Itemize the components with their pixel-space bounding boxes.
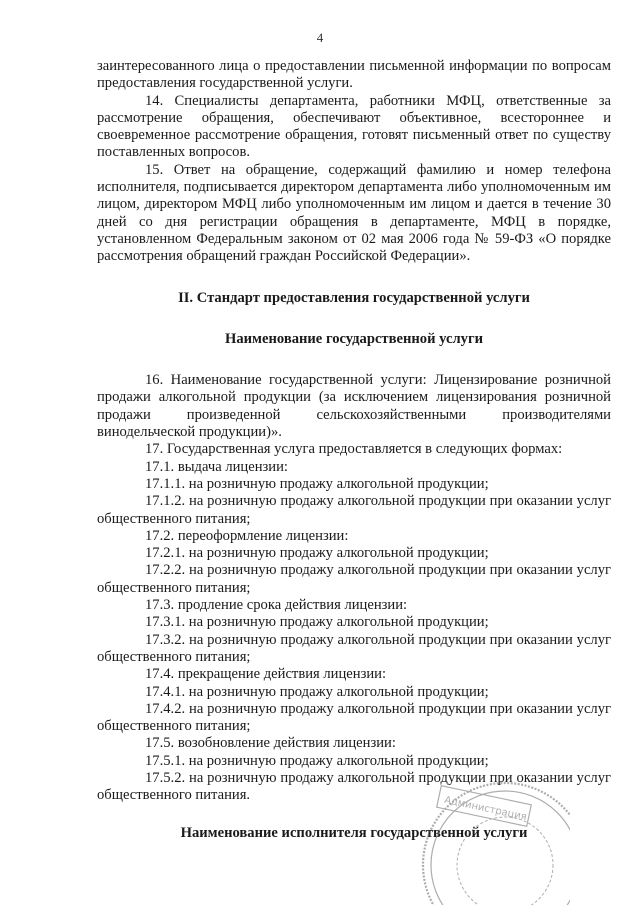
spacer — [97, 266, 611, 290]
list-item: 17.5. возобновление действия лицензии: — [145, 735, 396, 752]
list-item: 17.1.1. на розничную продажу алкогольной продукции; — [145, 475, 489, 492]
subsection-heading: Наименование исполнителя государственной услуги — [180, 824, 528, 841]
paragraph-13-continuation: заинтересованного лица о предоставлении письменной информации по вопросам предоставления государственной услуги. — [97, 58, 611, 92]
paragraph-15: 15. Ответ на обращение, содержащий фамилию и номер телефона исполнителя, подписывается директором департамента либо уполномоченным им лицом, директором МФЦ либо уполномоченным им лицом и дается в течение 30 дней со дня регистрации обращения в департаменте, МФЦ в порядке, установленном Федеральным законом от 02 мая 2006 года № 59-ФЗ «О порядке рассмотрения обращений граждан Российской Федерации». — [97, 161, 611, 265]
list-item: 17.3.1. на розничную продажу алкогольной продукции; — [145, 614, 489, 631]
paragraph-16: 16. Наименование государственной услуги: Лицензирование розничной продажи алкогольной продукции (за исключением лицензирования розничной продажи произведенной сельскохозяйственными производителями винодельческой продукции)». — [97, 372, 611, 441]
list-item: 17.4.2. на розничную продажу алкогольной продукции при оказании услуг общественного питания; — [97, 700, 611, 735]
list-item: 17.1. выдача лицензии: — [145, 458, 288, 475]
paragraph-14: 14. Специалисты департамента, работники МФЦ, ответственные за рассмотрение обращения, обеспечивают объективное, всестороннее и своевременное рассмотрение обращения, готовят письменный ответ по существу поставленных вопросов. — [97, 92, 611, 161]
list-item: 17.5.1. на розничную продажу алкогольной продукции; — [145, 752, 489, 769]
spacer — [97, 348, 611, 372]
section-heading: II. Стандарт предоставления государственной услуги — [178, 289, 530, 306]
list-item: 17.1.2. на розничную продажу алкогольной продукции при оказании услуг общественного питания; — [97, 493, 611, 527]
list-item: 17.4.1. на розничную продажу алкогольной продукции; — [145, 683, 489, 700]
paragraph-17: 17. Государственная услуга предоставляется в следующих формах: — [145, 441, 563, 458]
list-item: 17.3. продление срока действия лицензии: — [145, 597, 408, 614]
stamp-text: Администрация — [443, 794, 528, 823]
page-number: 4 — [316, 30, 324, 45]
list-item: 17.2.2. на розничную продажу алкогольной продукции при оказании услуг общественного питания; — [97, 562, 611, 596]
subsection-heading: Наименование государственной услуги — [225, 330, 483, 347]
list-item: 17.2. переоформление лицензии: — [145, 527, 349, 544]
spacer — [97, 805, 611, 825]
list-item: 17.3.2. на розничную продажу алкогольной продукции при оказании услуг общественного питания; — [97, 631, 611, 665]
document-body — [97, 58, 611, 842]
spacer — [97, 307, 611, 331]
list-item: 17.2.1. на розничную продажу алкогольной продукции; — [145, 545, 489, 562]
list-item: 17.5.2. на розничную продажу алкогольной продукции при оказании услуг общественного питания. — [97, 769, 611, 804]
list-item: 17.4. прекращение действия лицензии: — [145, 666, 387, 683]
